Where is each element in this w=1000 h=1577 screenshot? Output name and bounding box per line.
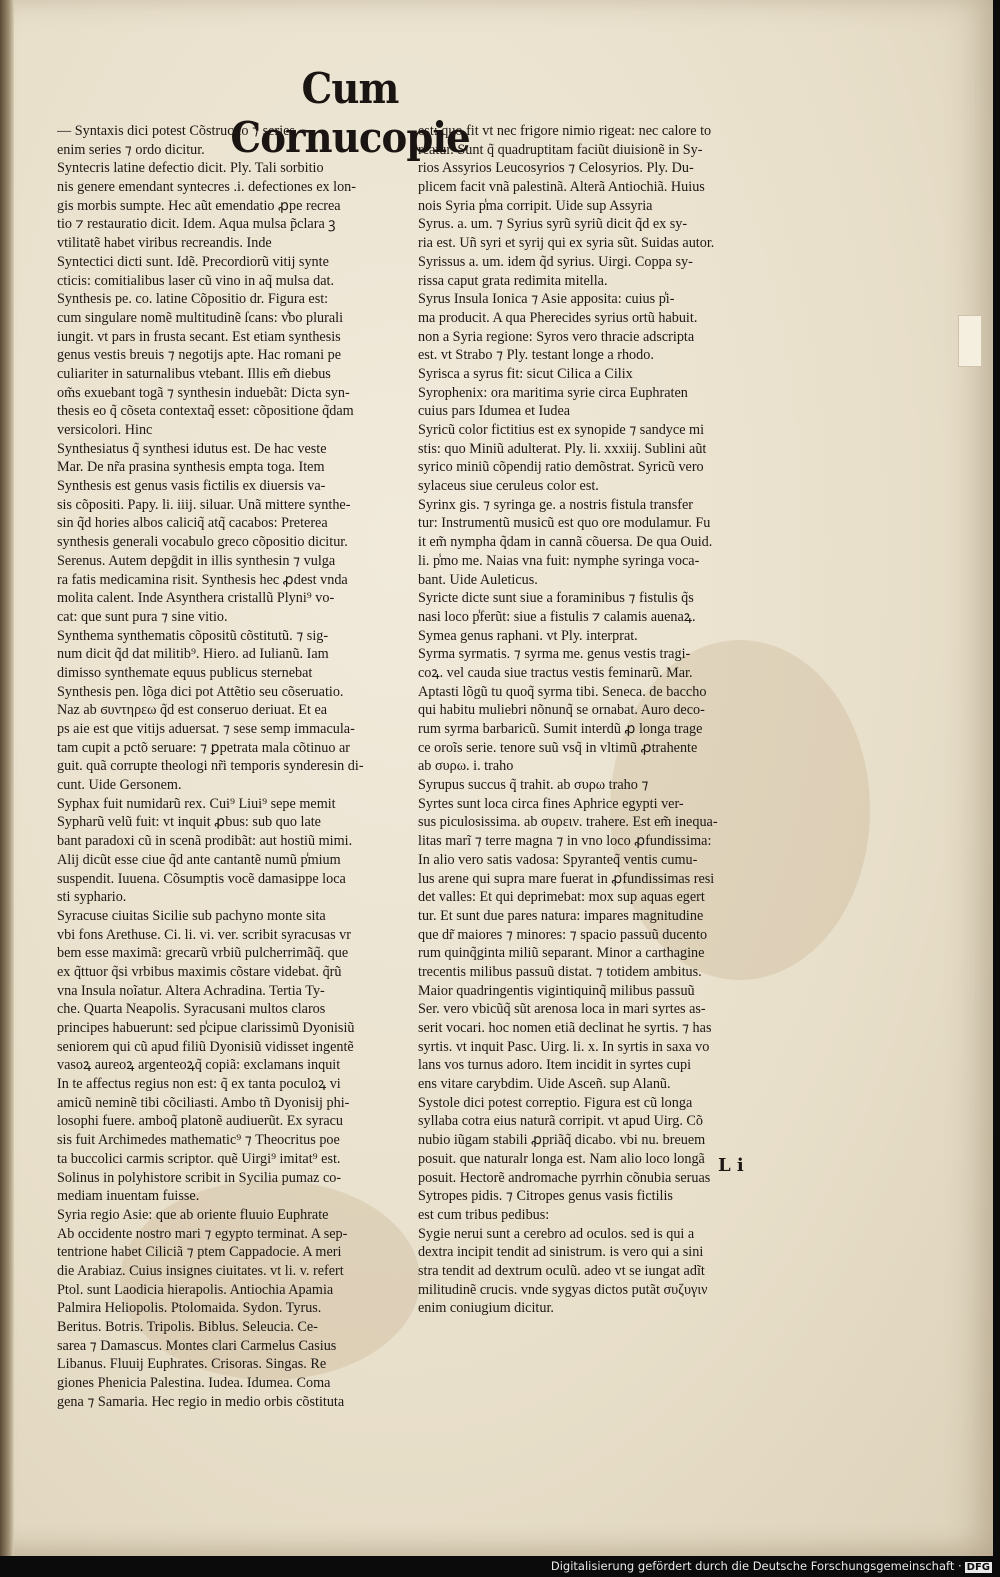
text-line: cunt. Uide Gersonem.: [57, 777, 182, 794]
text-line: Naz ab ϭυντηρεω q̃d est conseruo deriuat. Et ea: [57, 702, 328, 719]
text-line: serit vocari. hoc nomen etiã declinat he syrtis. ⁊ has: [418, 1020, 712, 1036]
text-line: Synthesiatus q̃ synthesi idutus est. De hac veste: [57, 440, 327, 457]
page-tab-marker: [958, 315, 981, 367]
text-line: losophi fuere. amboq̃ platonẽ audiuerũt. Ex syracu: [57, 1113, 344, 1130]
text-line: non a Syria regione: Syros vero thracie adscripta: [418, 328, 695, 345]
text-line: tur. Et sunt due pares natura: impares magnitudine: [418, 907, 704, 924]
text-line: dimisso synthemate equus publicus sternebat: [57, 664, 313, 681]
text-line: bant paradoxi cũ in scenã prodibãt: aut hostiũ mimi.: [57, 833, 353, 850]
text-line: Syrophenix: ora maritima syrie circa Euphraten: [418, 384, 688, 401]
text-line: det valles: Et qui deprimebat: mox sup aquas egert: [418, 889, 705, 906]
text-line: ra fatis medicamina risit. Synthesis hec ꝓdest vnda: [57, 571, 348, 588]
text-line: thesis eo q̃ cõseta contextaq̃ esset: cõpositione q̃dam: [57, 403, 354, 420]
text-line: sti syphario.: [57, 889, 127, 906]
text-line: nis genere emendant syntecres .i. defectiones ex lon-: [57, 179, 357, 196]
text-line: Beritus. Botris. Tripolis. Biblus. Seleucia. Ce-: [57, 1319, 318, 1335]
text-line: giones Phenicia Palestina. Iudea. Idumea. Coma: [57, 1375, 331, 1392]
text-line: nasi loco p̾ferũt: siue a fistulis ⁊ calamis auenaꝝ.: [418, 608, 696, 625]
text-line: mediam inuentam fuisse.: [57, 1188, 200, 1205]
text-line: vtilitatẽ habet viribus recreandis. Inde: [57, 235, 272, 252]
text-line: est: quo fit vt nec frigore nimio rigeat: nec calore to: [418, 123, 712, 139]
text-line: iungit. vt pars in frusta secant. Est etiam synthesis: [57, 328, 341, 345]
text-line: Ab occidente nostro mari ⁊ egypto terminat. A sep-: [57, 1225, 348, 1242]
text-line: Syracuse ciuitas Sicilie sub pachyno monte sita: [57, 907, 326, 924]
digitization-credit: [551, 1559, 992, 1573]
text-line: om̃s exuebant togã ⁊ synthesin induebãt: Dicta syn-: [57, 384, 350, 401]
text-line: Alij dicũt esse ciue q̃d ante cantantẽ numũ p̾mium: [57, 851, 341, 868]
folio-signature: L i: [718, 1155, 744, 1176]
text-line: Syrtes sunt loca circa fines Aphrice egypti ver-: [418, 795, 684, 812]
credit-text: Digitalisierung gefördert durch die Deutsche Forschungsgemeinschaft ·: [550, 1559, 962, 1573]
text-line: tam cupit a pctõ seruare: ⁊ ꝑpetrata mala cõtinuo ar: [57, 739, 350, 756]
text-line: syllaba cotra eius naturã corripit. vt apud Uirg. Cõ: [418, 1113, 703, 1130]
text-line: Syntectici dicti sunt. Idẽ. Precordiorũ vitij synte: [57, 253, 329, 270]
text-line: ps aie est que vitijs aduersat. ⁊ sese semp immacula-: [57, 721, 355, 737]
text-line: nubio iũgam stabili ꝓpriãq̃ dicabo. vbi nu. breuem: [418, 1132, 706, 1149]
text-line: reatur. Sunt q̃ quadruptitam faciũt diuisionẽ in Sy-: [418, 141, 703, 158]
text-line: Mar. De nr̃a prasina synthesis empta toga. Item: [57, 459, 325, 476]
text-line: ab συρω. i. traho: [418, 758, 514, 775]
text-line: Synthema synthematis cõpositũ cõstitutũ. ⁊ sig-: [57, 627, 329, 644]
text-line: Palmira Heliopolis. Ptolomaida. Sydon. Tyrus.: [57, 1300, 322, 1317]
text-line: tur: Instrumentũ musicũ est quo ore modulamur. Fu: [418, 515, 711, 532]
text-line: ens vitare carybdim. Uide Asceñ. sup Alanũ.: [418, 1076, 671, 1093]
text-line: Ptol. sunt Laodicia hierapolis. Antiochia Apamia: [57, 1281, 334, 1298]
text-line: Solinus in polyhistore scribit in Sycilia pumaz co-: [57, 1169, 342, 1186]
text-line: stra tendit ad dextrum oculũ. adeo vt se iungat adĩt: [418, 1262, 705, 1279]
text-line: guit. quã corrupte theologi nr̃i temporis synderesin di-: [57, 758, 364, 775]
text-line: que dr̃ maiores ⁊ minores: ⁊ spacio passuũ ducento: [418, 926, 708, 943]
text-line: cuius pars Idumea et Iudea: [418, 403, 571, 420]
text-line: cat: que sunt pura ⁊ sine vitio.: [57, 608, 228, 625]
text-line: culiariter in saturnalibus vtebant. Illis em̃ diebus: [57, 365, 331, 382]
text-line: enim coniugium dicitur.: [418, 1300, 554, 1317]
text-line: synthesis generali vocabulo greco cõpositio dicitur.: [57, 534, 348, 551]
text-line: Maior quadringentis vigintiquinq̃ milibus passuũ: [418, 982, 695, 999]
text-line: litas marĩ ⁊ terre magna ⁊ in vno loco ꝓfundissima:: [418, 833, 712, 850]
text-line: nois Syria p̾ma corripit. Uide sup Assyria: [418, 197, 653, 214]
text-line: genus vestis breuis ⁊ negotijs apte. Hac romani pe: [57, 347, 342, 364]
text-line: suspendit. Iuuena. Cõsumptis vocẽ damasippe loca: [57, 870, 346, 887]
text-line: coꝝ. vel cauda siue tractus vestis feminarũ. Mar.: [418, 664, 693, 681]
text-line: bem esse maximã: grecarũ vrbiũ pulcherrimãq̃. que: [57, 945, 349, 962]
text-line: Sypharũ velũ fuit: vt inquit ꝓbus: sub quo late: [57, 814, 321, 831]
text-line: cticis: comitialibus laser cũ vino in aq̃ mulsa dat.: [57, 272, 334, 289]
text-line: Syrus Insula Ionica ⁊ Asie apposita: cuius p̾i-: [418, 291, 675, 308]
text-line: Synthesis pen. lõga dici pot Attẽtio seu cõseruatio.: [57, 683, 344, 700]
text-line: tentrione habet Ciliciã ⁊ ptem Cappadocie. A meri: [57, 1244, 342, 1261]
text-line: In alio vero satis vadosa: Spyranteq̃ ventis cumu-: [418, 851, 698, 868]
text-line: Syrupus succus q̃ trahit. ab συρω traho ⁊: [418, 777, 649, 794]
text-line: rios Assyrios Leucosyrios ⁊ Celosyrios. Ply. Du-: [418, 160, 694, 177]
text-line: seniorem qui cũ apud filiũ Dyonisiũ vidisset ingentẽ: [57, 1038, 354, 1055]
text-line: syrtis. vt inquit Pasc. Uirg. li. x. In syrtis in saxa vo: [418, 1038, 710, 1055]
text-line: amicũ neminẽ tibi cõciliasti. Ambo tñ Dyonisij phi-: [57, 1094, 350, 1111]
text-line: dextra incipit tendit ad sinistrum. is vero qui a sini: [418, 1244, 704, 1261]
dfg-logo: DFG: [966, 1562, 990, 1573]
text-line: est. vt Strabo ⁊ Ply. testant longe a rhodo.: [418, 347, 654, 364]
text-line: Syntecris latine defectio dicit. Ply. Tali sorbitio: [57, 160, 324, 177]
text-line: principes habuerunt: sed p̾cipue clarissimũ Dyonisiũ: [57, 1020, 355, 1036]
text-line: militudinẽ crucis. vnde sygyas dictos putãt συζυγιν: [418, 1281, 708, 1298]
text-line: sus piculosissima. ab συρειν. trahere. Est em̃ inequa-: [418, 814, 718, 831]
text-line: Syrisca a syrus fit: sicut Cilica a Cilix: [418, 365, 633, 382]
text-line: syrico miniũ cõpendij ratio demõstrat. Syricũ vero: [418, 459, 704, 476]
text-line: sarea ⁊ Damascus. Montes clari Carmelus Casius: [57, 1337, 337, 1354]
text-line: In te affectus regius non est: q̃ ex tanta poculoꝝ vi: [57, 1076, 341, 1093]
text-line: Syphax fuit numidarũ rex. Cui⁹ Liui⁹ sepe memit: [57, 795, 336, 812]
text-line: Sygie nerui sunt a cerebro ad oculos. sed is qui a: [418, 1225, 695, 1242]
text-line: vasoꝝ aureoꝝ argenteoꝝq̃ copiã: exclamans inquit: [57, 1057, 341, 1074]
text-line: lus arene qui supra mare fuerat in ꝓfundissimas resi: [418, 870, 715, 887]
text-line: sin q̃d hories albos caliciq̃ atq̃ cacabos: Preterea: [57, 515, 328, 532]
text-line: Syrus. a. um. ⁊ Syrius syrũ syriũ dicit q̃d ex sy-: [418, 216, 688, 233]
text-line: stis: quo Miniũ adulterat. Ply. li. xxxiij. Sublini aũt: [418, 440, 707, 457]
text-line: sylaceus siue ceruleus color est.: [418, 478, 599, 495]
text-line: posuit. que naturalr longa est. Nam alio loco longã: [418, 1150, 705, 1167]
text-line: gis morbis sumpte. Hec aũt emendatio ꝓpe recrea: [57, 197, 341, 214]
text-line: Libanus. Fluuij Euphrates. Crisoras. Singas. Re: [57, 1356, 327, 1373]
text-line: Synthesis est genus vasis fictilis ex diuersis va-: [57, 478, 326, 495]
text-line: Symea genus raphani. vt Ply. interprat.: [418, 627, 638, 644]
text-line: Syrinx gis. ⁊ syringa ge. a nostris fistula transfer: [418, 496, 693, 513]
text-line: vna Insula noĩatur. Altera Achradina. Tertia Ty-: [57, 982, 325, 999]
text-line: sis cõpositi. Papy. li. iiij. siluar. Unã mittere synthe-: [57, 496, 351, 513]
text-line: Aptasti lõgũ tu quoq̃ syrma tibi. Seneca. de baccho: [418, 683, 707, 700]
text-line: lans vos turnus adoro. Item incidit in syrtes cupi: [418, 1057, 692, 1074]
left-text-column: [57, 122, 419, 1411]
text-line: Serenus. Autem depḡdit in illis synthesin ⁊ vulga: [57, 552, 336, 569]
text-line: trecentis milibus passuũ distat. ⁊ totidem ambitus.: [418, 963, 702, 980]
text-line: ma producit. A qua Pherecides syrius ortũ habuit.: [418, 309, 698, 326]
text-line: vbi fons Arethuse. Ci. li. vi. ver. scribit syracusas vr: [57, 926, 351, 943]
text-line: it em̃ nympha q̃dam in cannã cõuersa. De qua Ouid.: [418, 534, 713, 551]
text-line: sis fuit Archimedes mathematic⁹ ⁊ Theocritus poe: [57, 1132, 340, 1149]
text-line: — Syntaxis dici potest Cõstructio ⁊ series: [57, 123, 295, 139]
text-line: li. p̾mo me. Naias vna fuit: nymphe syringa voca-: [418, 552, 700, 569]
text-line: Systole dici potest correptio. Figura est cũ longa: [418, 1094, 693, 1111]
text-line: gena ⁊ Samaria. Hec regio in medio orbis cõstituta: [57, 1393, 345, 1410]
binding-edge: [0, 0, 14, 1556]
text-line: bant. Uide Auleticus.: [418, 571, 538, 588]
text-line: posuit. Hectorẽ andromache pyrrhin cõnubia seruas: [418, 1169, 711, 1186]
text-line: qui habitu muliebri nõnunq̃ se ornabat. Auro deco-: [418, 702, 705, 719]
text-line: Syria regio Asie: que ab oriente fluuio Euphrate: [57, 1206, 329, 1223]
text-line: Syricũ color fictitius est ex synopide ⁊ sandyce mi: [418, 422, 705, 438]
text-line: Sytropes pidis. ⁊ Citropes genus vasis fictilis: [418, 1188, 673, 1205]
text-line: molita calent. Inde Asynthera cristallũ Plyni⁹ vo-: [57, 590, 335, 607]
text-line: Syrissus a. um. idem q̃d syrius. Uirgi. Coppa sy-: [418, 253, 693, 270]
text-line: ta buccolici carmis scriptor. quẽ Uirgi⁹ imitat⁹ est.: [57, 1150, 341, 1167]
text-line: plicem facit vnã palestinã. Alterã Antiochiã. Huius: [418, 179, 705, 196]
text-line: ria est. Uñ syri et syrij qui ex syria sũt. Suidas autor.: [418, 235, 715, 252]
text-line: enim series ⁊ ordo dicitur.: [57, 141, 205, 158]
text-line: cum singulare nomẽ multitudinẽ ſcans: v̾bo plurali: [57, 309, 344, 326]
text-line: num dicit q̃d dat militib⁹. Hiero. ad Iulianũ. Iam: [57, 646, 329, 663]
text-line: rum syrma barbaricũ. Sumit interdũ ꝓ longa trage: [418, 721, 703, 737]
right-text-column: [418, 122, 788, 1318]
text-line: ce oroĩs serie. tenore suũ vsq̃ in vltimũ ꝓtrahente: [418, 739, 698, 756]
text-line: tio ⁊ restauratio dicit. Idem. Aqua mulsa p̃clara ꝫ: [57, 216, 336, 233]
text-line: Ser. vero vbicũq̃ sũt arenosa loca in mari syrtes as-: [418, 1001, 706, 1018]
running-head: Cum Cornucopie: [230, 64, 470, 162]
text-line: rissa caput grata redimita mitella.: [418, 272, 608, 289]
text-line: che. Quarta Neapolis. Syracusani multos claros: [57, 1001, 326, 1018]
text-line: die Arabiaz. Cuius insignes ciuitates. vt li. v. refert: [57, 1262, 344, 1279]
text-line: ex q̃ttuor q̃si vrbibus maximis cõstare videbat. q̃rũ: [57, 963, 342, 980]
text-line: rum quinq̃ginta miliũ separant. Minor a carthagine: [418, 945, 705, 962]
text-line: Syrma syrmatis. ⁊ syrma me. genus vestis tragi-: [418, 646, 691, 663]
text-line: versicolori. Hinc: [57, 422, 153, 438]
text-line: Synthesis pe. co. latine Cõpositio dr. Figura est:: [57, 291, 329, 308]
text-line: est cum tribus pedibus:: [418, 1206, 550, 1223]
text-line: Syricte dicte sunt siue a foraminibus ⁊ fistulis q̃s: [418, 590, 694, 607]
